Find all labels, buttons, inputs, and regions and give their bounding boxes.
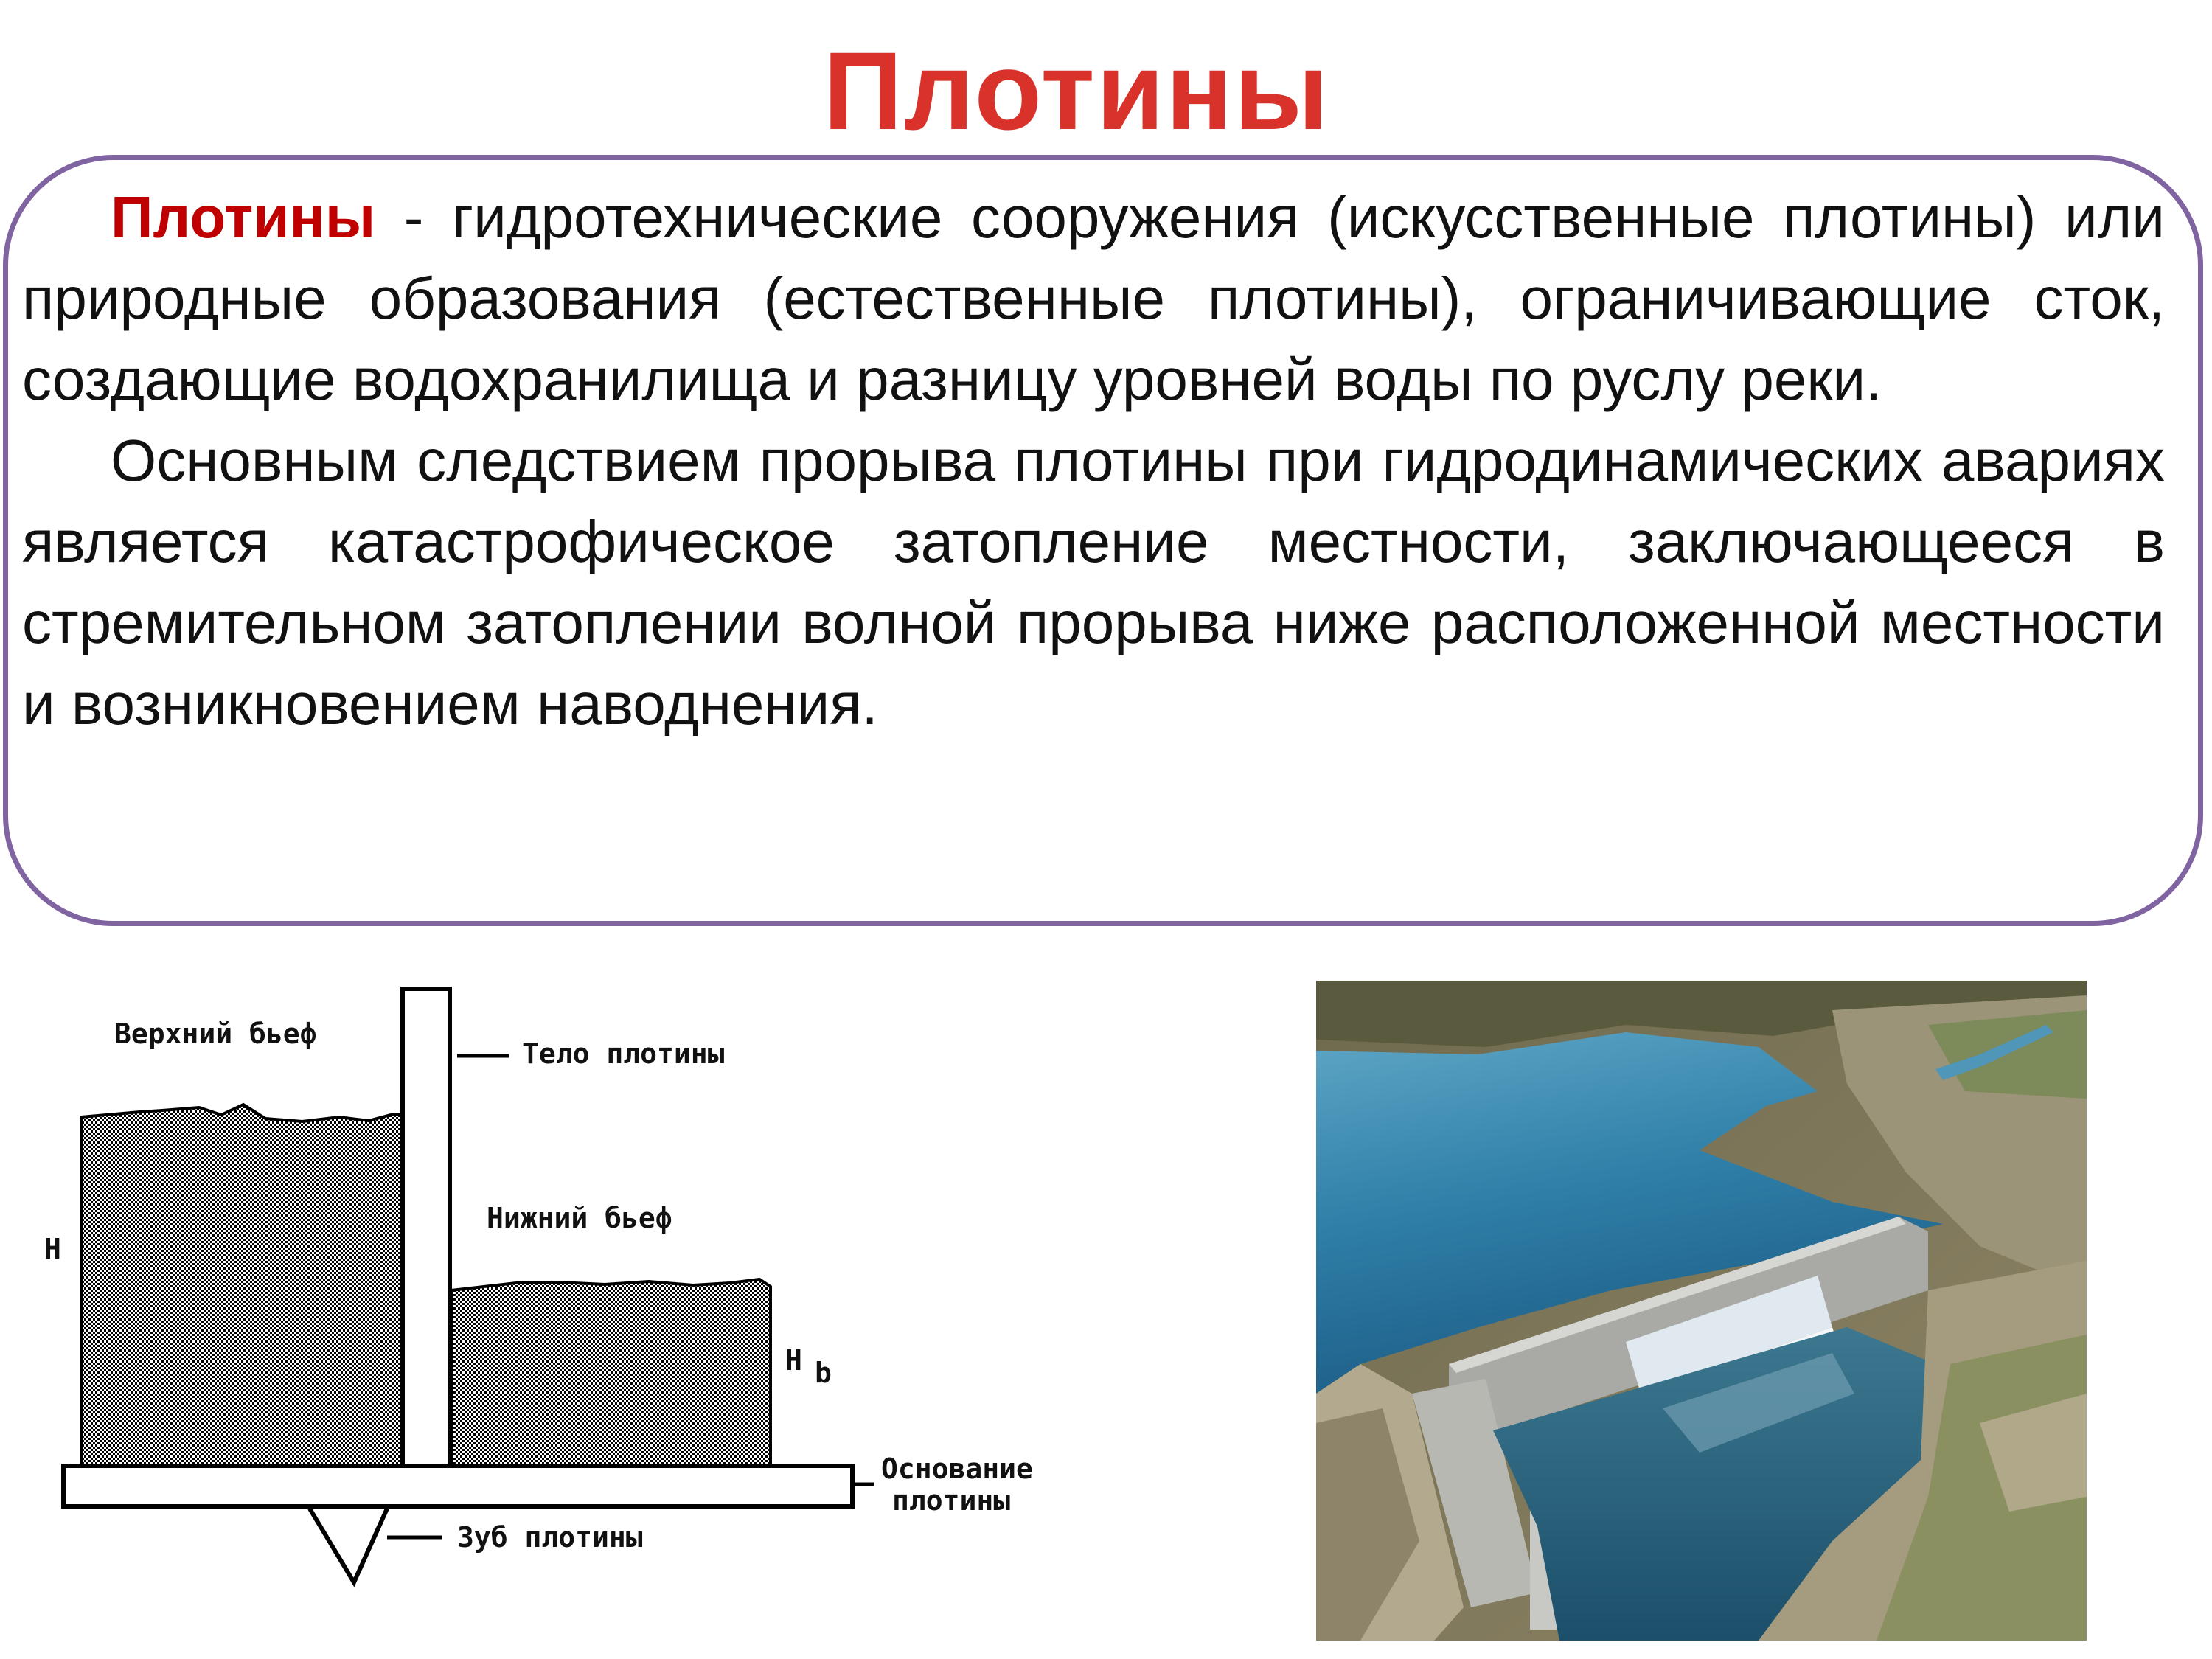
upper-pool-water bbox=[81, 1105, 450, 1466]
term-dams: Плотины bbox=[111, 184, 376, 250]
paragraph-definition bbox=[22, 177, 2165, 420]
dam-body-shape bbox=[403, 989, 450, 1468]
definition-body: гидротехнические сооружения (искусственные плотины) или природные образования (естественные плотины), ограничивающие сток, создающие водохранилища и разницу уровней воды по руслу реки. bbox=[22, 184, 2165, 412]
label-h-upper: Н bbox=[44, 1233, 61, 1265]
dam-tooth-shape bbox=[310, 1509, 387, 1582]
label-lower-pool: Нижний бьеф bbox=[487, 1202, 672, 1234]
label-dam-body: Тело плотины bbox=[522, 1037, 725, 1070]
page-title: Плотины bbox=[823, 29, 1330, 153]
label-h-lower: Н bbox=[785, 1344, 802, 1377]
label-base-2: плотины bbox=[892, 1484, 1011, 1517]
definition-text bbox=[22, 177, 2165, 745]
label-tooth: Зуб плотины bbox=[457, 1521, 643, 1554]
lower-pool-water bbox=[451, 1279, 771, 1466]
label-base-1: Основание bbox=[881, 1453, 1033, 1485]
definition-dash: - bbox=[375, 184, 452, 250]
dam-diagram bbox=[44, 973, 1091, 1600]
label-upper-pool: Верхний бьеф bbox=[114, 1018, 317, 1050]
dam-photo bbox=[1316, 981, 2087, 1641]
dam-base-shape bbox=[63, 1466, 852, 1506]
label-h-lower-sub: b bbox=[815, 1357, 832, 1389]
paragraph-consequence: Основным следствием прорыва плотины при гидродинамических авариях является катастрофическое затопление местности, заключающееся в стремительном затоплении волной прорыва ниже расположенной местности и возникновением наводнения. bbox=[22, 428, 2165, 737]
